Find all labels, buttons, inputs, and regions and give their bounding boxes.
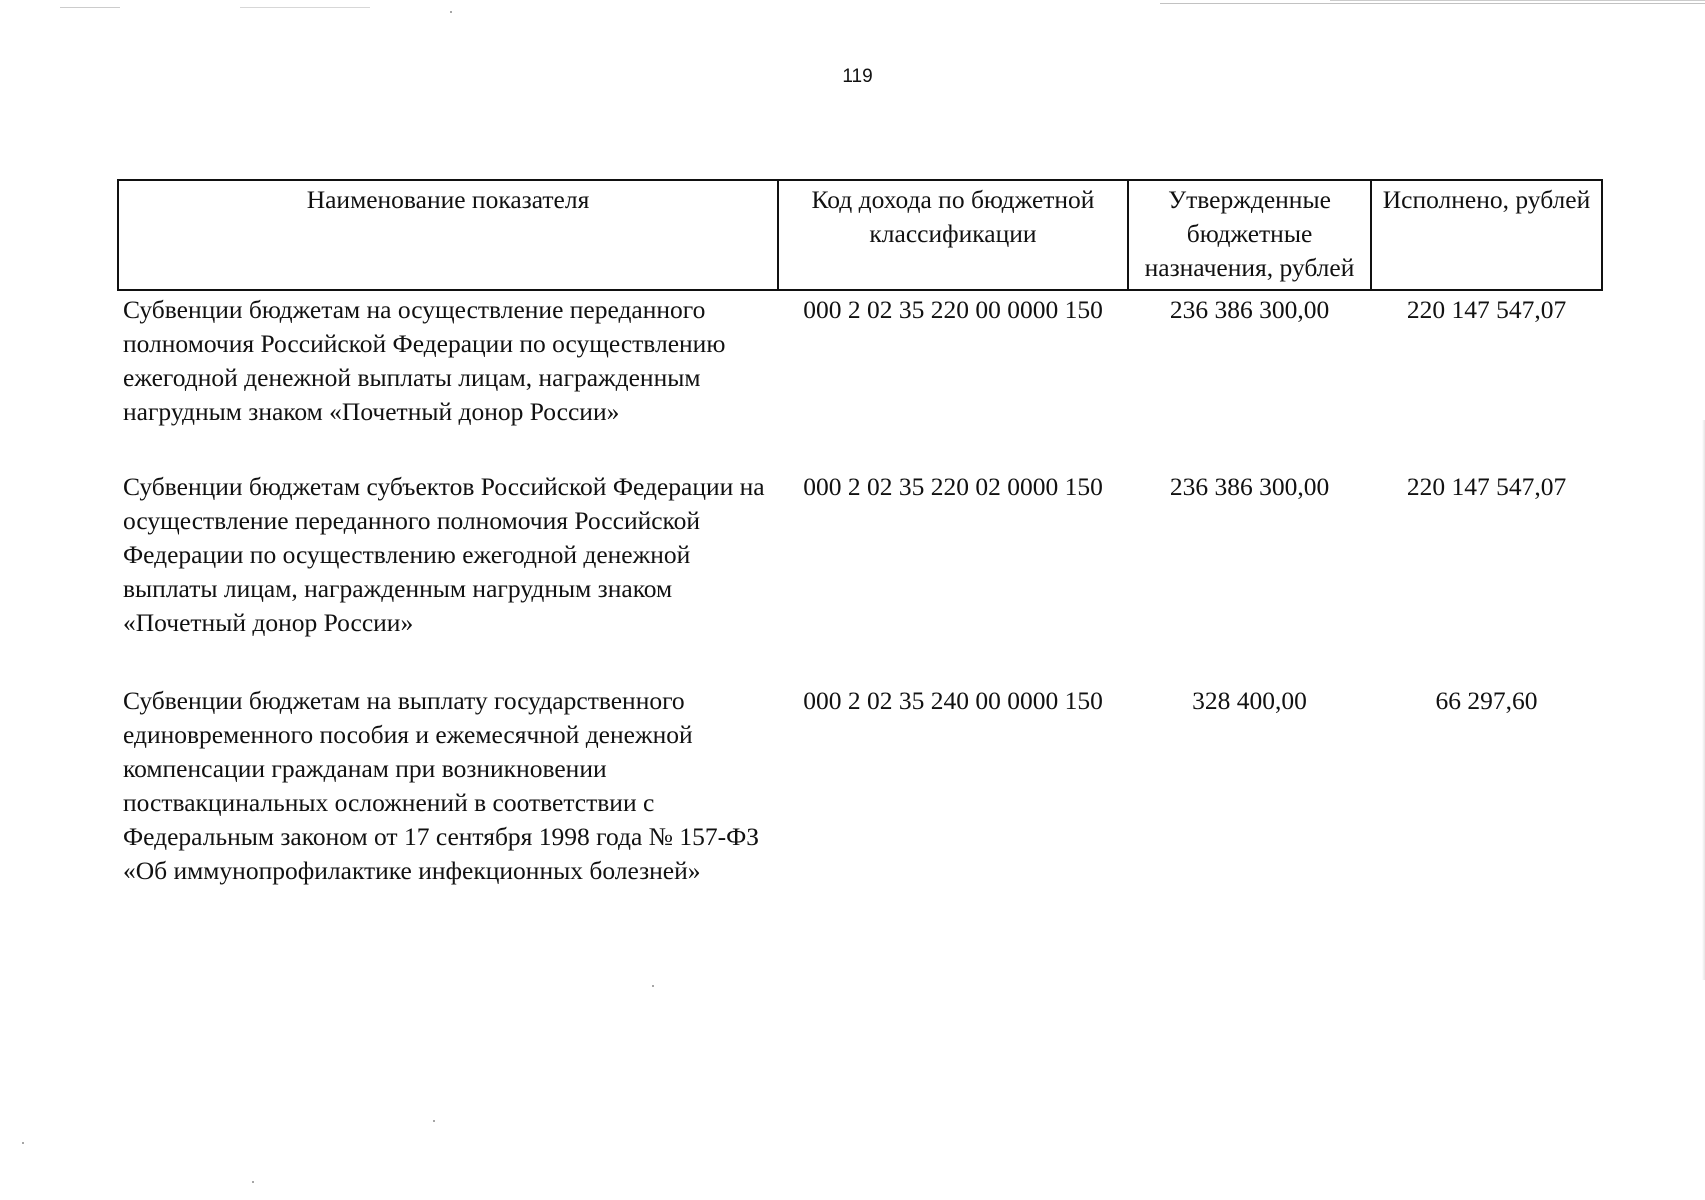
page-number: 119 [842,66,873,87]
approved-amount-cell: 328 400,00 [1192,686,1307,715]
approved-amount-cell: 236 386 300,00 [1169,472,1330,501]
scan-artifact-line [240,7,370,8]
table-body [118,290,1602,888]
budget-table [117,179,1603,888]
scan-artifact-dot [652,985,654,987]
scan-artifact-dot [252,1181,254,1183]
header-approved-amount: Утвержденные бюджетные назначения, рублей [1128,180,1371,290]
scan-artifact-dot [433,1120,435,1122]
executed-amount-cell: 66 297,60 [1435,686,1538,715]
header-income-code: Код дохода по бюджетной классификации [778,180,1128,290]
header-indicator-name: Наименование показателя [118,180,778,290]
indicator-name-cell: Субвенции бюджетам субъектов Российской Федерации на осуществление переданного полномочия Российской Федерации по осуществлению ежегодной денежной выплаты лицам, награжденным нагрудным знаком «Почетный донор России» [123,472,765,637]
header-executed-amount: Исполнено, рублей [1371,180,1602,290]
income-code-cell: 000 2 02 35 220 02 0000 150 [803,472,1103,501]
executed-amount-cell: 220 147 547,07 [1406,472,1567,501]
table-row [118,682,1602,888]
indicator-name-cell: Субвенции бюджетам на осуществление переданного полномочия Российской Федерации по осуществлению ежегодной денежной выплаты лицам, награжденным нагрудным знаком «Почетный донор России» [123,295,726,426]
header-row [118,180,1602,290]
table-row [118,468,1602,682]
table-header [118,180,1602,290]
scan-artifact-dot [22,1142,24,1144]
scan-artifact-line [60,7,120,8]
income-code-cell: 000 2 02 35 240 00 0000 150 [803,686,1103,715]
approved-amount-cell: 236 386 300,00 [1169,295,1330,324]
income-code-cell: 000 2 02 35 220 00 0000 150 [803,295,1103,324]
table-row [118,290,1602,468]
scan-artifact-line [1330,0,1705,1]
indicator-name-cell: Субвенции бюджетам на выплату государственного единовременного пособия и ежемесячной денежной компенсации гражданам при возникновении поствакцинальных осложнений в соответствии с Федеральным законом от 17 сентября 1998 года № 157-ФЗ «Об иммунопрофилактике инфекционных болезней» [123,686,760,885]
scan-artifact-dot [450,11,452,13]
executed-amount-cell: 220 147 547,07 [1406,295,1567,324]
scan-artifact-line [1160,3,1705,4]
